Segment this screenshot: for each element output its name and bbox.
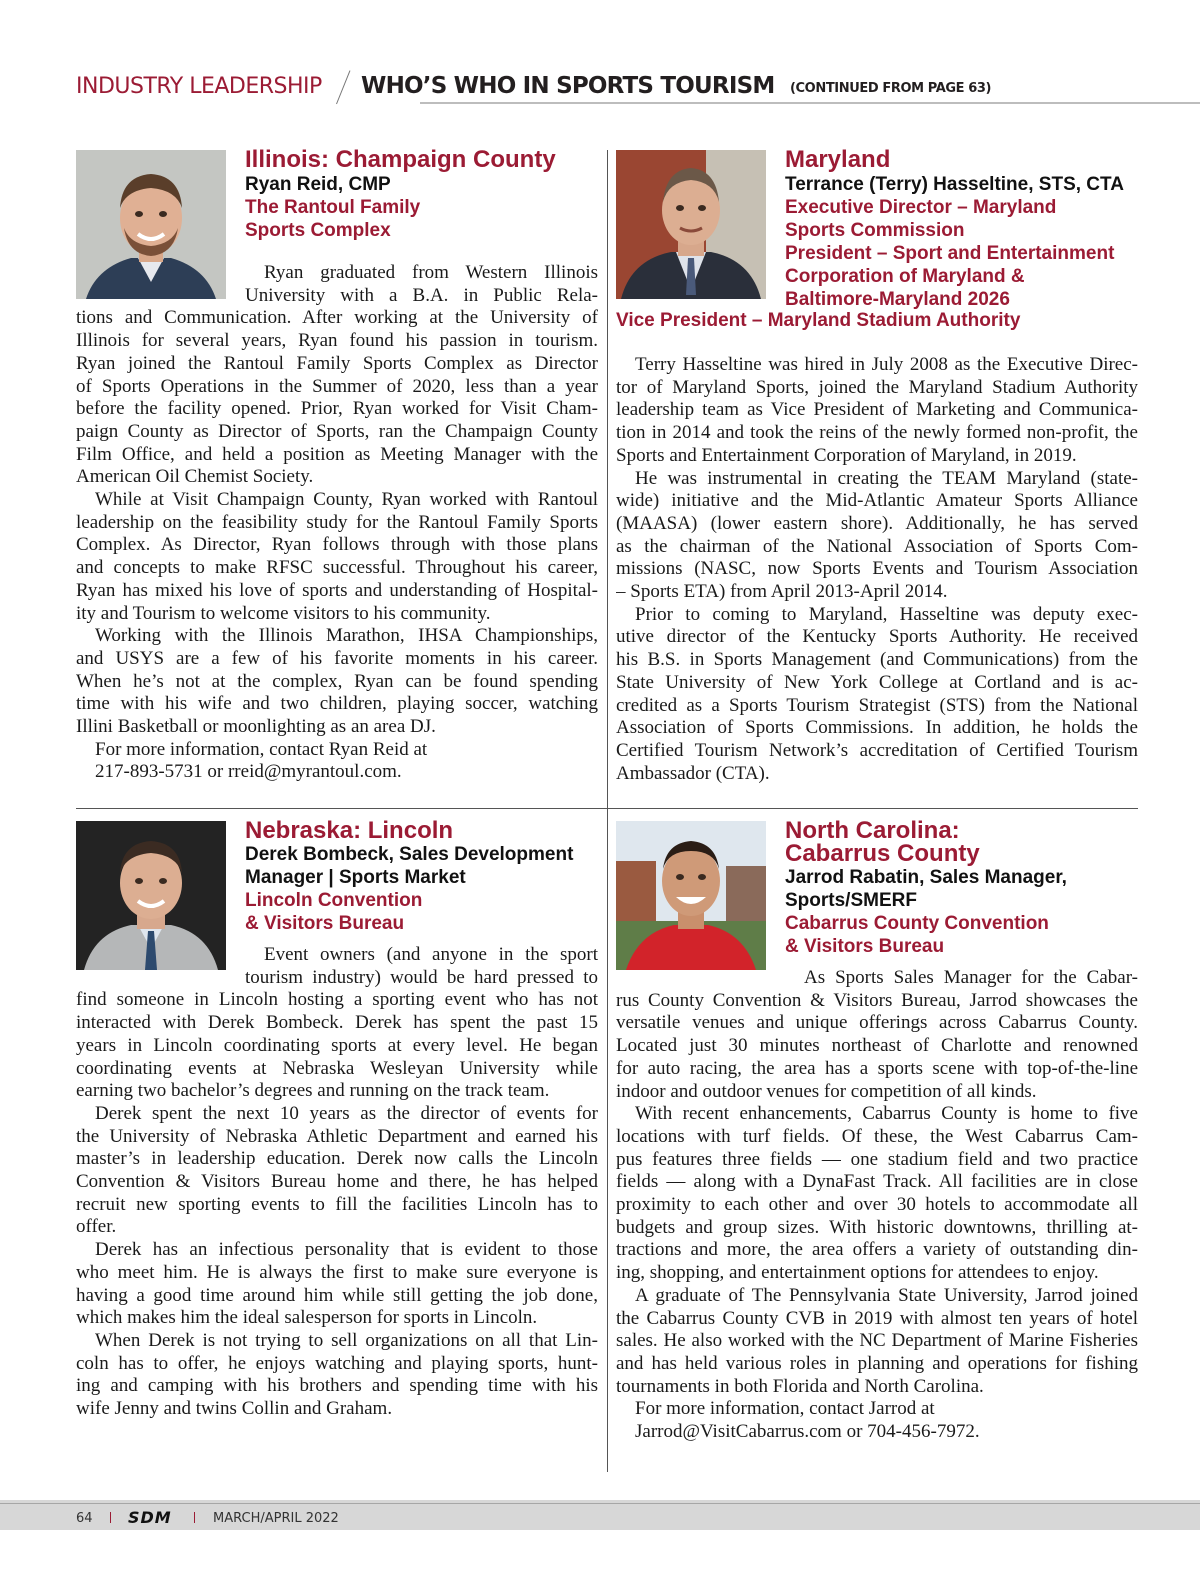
body-line: wide) initiative and the Mid-Atlantic Amateur Sports Alliance [616,490,1138,512]
body-line: Illinois for several years, Ryan found his passion in tourism. [76,330,598,352]
org-line: The Rantoul Family [245,197,421,218]
issue-date: MARCH/APRIL 2022 [213,1511,339,1526]
body-line: University with a B.A. in Public Rela- [245,284,598,306]
body-line: (MAASA) (lower eastern shore). Additionally, he has served [616,512,1138,534]
body-line: which makes him the ideal salesperson for sports in Lincoln. [76,1307,538,1329]
body-line: pus features three fields — one stadium field and two practice [616,1148,1138,1170]
body-line: credited as a Sports Tourism Strategist (STS) from the National [616,694,1138,716]
body-line: find someone in Lincoln hosting a sporting event who has not [76,989,598,1011]
body-line: leadership team as Vice President of Marketing and Communica- [616,399,1138,421]
body-line: Working with the Illinois Marathon, IHSA Championships, [95,625,598,647]
body-line: locations with turf fields. Of these, the West Cabarrus Cam- [616,1125,1138,1147]
region-line: Cabarrus County [785,840,980,867]
body-line: ity and Tourism to welcome visitors to his community. [76,602,491,624]
body-line: who meet him. He is always the first to make sure everyone is [76,1261,598,1283]
org-line: Sports Commission [785,220,965,241]
org-line: President – Sport and Entertainment [785,243,1115,264]
body-line: rus County Convention & Visitors Bureau, Jarrod showcases the [616,989,1138,1011]
body-line: sales. He also worked with the NC Department of Marine Fisheries [616,1330,1138,1352]
header-slash-divider [336,70,350,104]
body-line: tion in 2014 and took the reins of the newly formed non-profit, the [616,422,1138,444]
footer-separator [194,1512,195,1523]
body-line: While at Visit Champaign County, Ryan worked with Rantoul [95,489,598,511]
body-line: coordinating events at Nebraska Wesleyan University while [76,1057,598,1079]
row-divider [76,808,1138,809]
body-line: the Cabarrus County CVB in 2019 with almost ten years of hotel [616,1307,1138,1329]
body-line: coln has to offer, he enjoys watching and playing sports, hunt- [76,1352,598,1374]
profile-org-lincoln [245,889,422,935]
profile-org-cabarrus [785,912,1049,958]
body-line: Convention & Visitors Bureau home and there, he has helped [76,1171,598,1193]
profile-body-maryland [616,354,1138,785]
body-line: as the chairman of the National Association of Sports Com- [616,535,1138,557]
body-line: American Oil Chemist Society. [76,466,314,488]
body-line: Located just 30 minutes northeast of Charlotte and renowned [616,1035,1138,1057]
region-line: Nebraska: Lincoln [245,817,454,844]
body-line: Illini Basketball or moonlighting as an area DJ. [76,716,436,738]
org-line: Cabarrus County Convention [785,913,1049,934]
body-line: Association of Sports Commissions. In addition, he holds the [616,717,1138,739]
body-line: As Sports Sales Manager for the Cabar- [804,967,1138,988]
continued-note: (CONTINUED FROM PAGE 63) [790,81,992,96]
body-line: of Sports Operations in the Summer of 2020, less than a year [76,375,598,397]
region-line: Illinois: Champaign County [245,146,556,173]
body-line: for auto racing, the area has a sports scene with top-of-the-line [616,1057,1138,1079]
jarrod-rabatin-photo [616,821,766,970]
page-title: WHO’S WHO IN SPORTS TOURISM [361,73,775,99]
body-line: offer. [76,1216,117,1238]
body-line: Derek has an infectious personality that is evident to those [95,1239,598,1261]
body-line: Ryan graduated from Western Illinois [264,262,598,283]
body-line: having a good time around him while still getting the job done, [76,1284,598,1306]
name-line: Sports/SMERF [785,890,917,911]
magazine-brand: SDM [128,1508,172,1527]
column-divider [607,150,608,1472]
profile-org-maryland [785,196,1114,311]
body-line: ing, shopping, and entertainment options for attendees to enjoy. [616,1262,1099,1284]
profile-org-maryland-extra [616,309,1020,332]
body-line: proximity to each other and over 30 hotels to accommodate all [616,1194,1138,1216]
body-line: Event owners (and anyone in the sport [264,944,598,965]
body-line: Prior to coming to Maryland, Hasseltine was deputy exec- [635,603,1138,625]
org-line: Lincoln Convention [245,890,423,911]
body-line: tions and Communication. After working at the University of [76,307,598,329]
body-line: the University of Nebraska Athletic Department and earned his [76,1125,598,1147]
section-label: INDUSTRY LEADERSHIP [76,74,322,99]
body-line: He was instrumental in creating the TEAM Maryland (state- [635,467,1138,489]
body-line: tournaments in both Florida and North Carolina. [616,1375,984,1397]
body-line: Ambassador (CTA). [616,762,770,784]
org-line: & Visitors Bureau [785,936,945,957]
profile-region-illinois [245,148,556,171]
body-line: ing and camping with his brothers and spending time with his [76,1375,598,1397]
org-line: Executive Director – Maryland [785,197,1057,218]
body-line: master’s in leadership education. Derek now calls the Lincoln [76,1148,598,1170]
body-line: tor of Maryland Sports, joined the Maryland Stadium Authority [616,376,1138,398]
profile-name-jarrod-rabatin [785,866,1067,912]
body-line: years in Lincoln coordinating sports at every level. He began [76,1034,598,1056]
profile-region-maryland [785,148,890,171]
profile-name-terry-hasseltine [785,173,1124,196]
body-line: Ryan joined the Rantoul Family Sports Complex as Director [76,352,598,374]
name-line: Ryan Reid, CMP [245,174,391,195]
body-line: budgets and group sizes. With historic downtowns, thrilling at- [616,1216,1138,1238]
body-line: When Derek is not trying to sell organizations on all that Lin- [95,1329,598,1351]
profile-region-north-carolina [785,819,980,865]
body-line: Derek spent the next 10 years as the director of events for [95,1102,598,1124]
body-line: A graduate of The Pennsylvania State University, Jarrod joined [635,1284,1138,1306]
page-number: 64 [76,1511,93,1526]
body-line: – Sports ETA) from April 2013-April 2014. [616,581,948,603]
profile-body-illinois [76,262,598,784]
body-line: earning two bachelor’s degrees and running on the track team. [76,1080,550,1102]
body-line: Terry Hasseltine was hired in July 2008 as the Executive Direc- [635,354,1138,375]
name-line: Jarrod Rabatin, Sales Manager, [785,867,1067,888]
body-line: his B.S. in Sports Management (and Communications) from the [616,649,1138,671]
body-line: For more information, contact Jarrod at [635,1398,935,1420]
body-line: and USYS are a few of his favorite moments in his career. [76,647,598,669]
body-line: leadership on the feasibility study for the Rantoul Family Sports [76,511,598,533]
body-line: missions (NASC, now Sports Events and Tourism Association [616,558,1138,580]
body-line: fields — along with a DynaFast Track. All facilities are in close [616,1171,1138,1193]
body-line: Complex. As Director, Ryan follows through with those plans [76,534,598,556]
body-line: State University of New York College at Cortland and is ac- [616,671,1138,693]
body-line: tractions and more, the area offers a variety of outstanding din- [616,1239,1138,1261]
body-line: Jarrod@VisitCabarrus.com or 704-456-7972. [635,1421,980,1443]
body-line: With recent enhancements, Cabarrus County is home to five [635,1103,1138,1125]
footer-separator [110,1512,111,1523]
name-line: Manager | Sports Market [245,867,466,888]
body-line: wife Jenny and twins Collin and Graham. [76,1398,393,1420]
page-header [76,68,1200,108]
profile-body-nebraska [76,944,598,1421]
org-line: Baltimore-Maryland 2026 [785,289,1010,310]
footer-rule [0,1503,1200,1504]
name-line: Derek Bombeck, Sales Development [245,844,574,865]
body-line: indoor and outdoor venues for competition of all kinds. [616,1080,1037,1102]
body-line: recruit new sporting events to fill the facilities Lincoln has to [76,1193,598,1215]
profile-name-derek-bombeck [245,843,573,889]
name-line: Terrance (Terry) Hasseltine, STS, CTA [785,174,1124,195]
body-line: paign County as Director of Sports, ran the Champaign County [76,420,598,442]
body-line: versatile venues and unique offerings across Cabarrus County. [616,1012,1138,1034]
body-line: before the facility opened. Prior, Ryan worked for Visit Cham- [76,398,598,420]
body-line: When he’s not at the complex, Ryan can be found spending [76,670,598,692]
region-line: North Carolina: [785,817,960,844]
org-line: Corporation of Maryland & [785,266,1025,287]
body-line: Certified Tourism Network’s accreditation of Certified Tourism [616,739,1138,761]
terry-hasseltine-photo [616,150,766,299]
org-line: Sports Complex [245,220,391,241]
body-line: tourism industry) would be hard pressed to [245,966,598,988]
body-line: and concepts to make RFSC successful. Throughout his career, [76,557,598,579]
body-line: time with his wife and two children, playing soccer, watching [76,693,598,715]
region-line: Maryland [785,146,891,173]
header-rule [420,102,1200,104]
body-line: utive director of the Kentucky Sports Authority. He received [616,626,1138,648]
body-line: For more information, contact Ryan Reid at [95,738,428,760]
profile-body-north-carolina [616,967,1138,1444]
profile-org-rantoul [245,196,420,242]
body-line: Sports and Entertainment Corporation of Maryland, in 2019. [616,444,1077,466]
profile-region-nebraska [245,819,453,842]
body-line: Film Office, and held a position as Meeting Manager with the [76,443,598,465]
body-line: interacted with Derek Bombeck. Derek has spent the past 15 [76,1012,598,1034]
org-line: & Visitors Bureau [245,913,405,934]
body-line: Ryan has mixed his love of sports and understanding of Hospital- [76,579,598,601]
body-line: 217-893-5731 or rreid@myrantoul.com. [95,761,402,783]
footer-band [0,1500,1200,1530]
profile-name-ryan-reid [245,173,391,196]
body-line: and has held various roles in planning and operations for fishing [616,1352,1138,1374]
org-line: Vice President – Maryland Stadium Authority [616,310,1021,331]
